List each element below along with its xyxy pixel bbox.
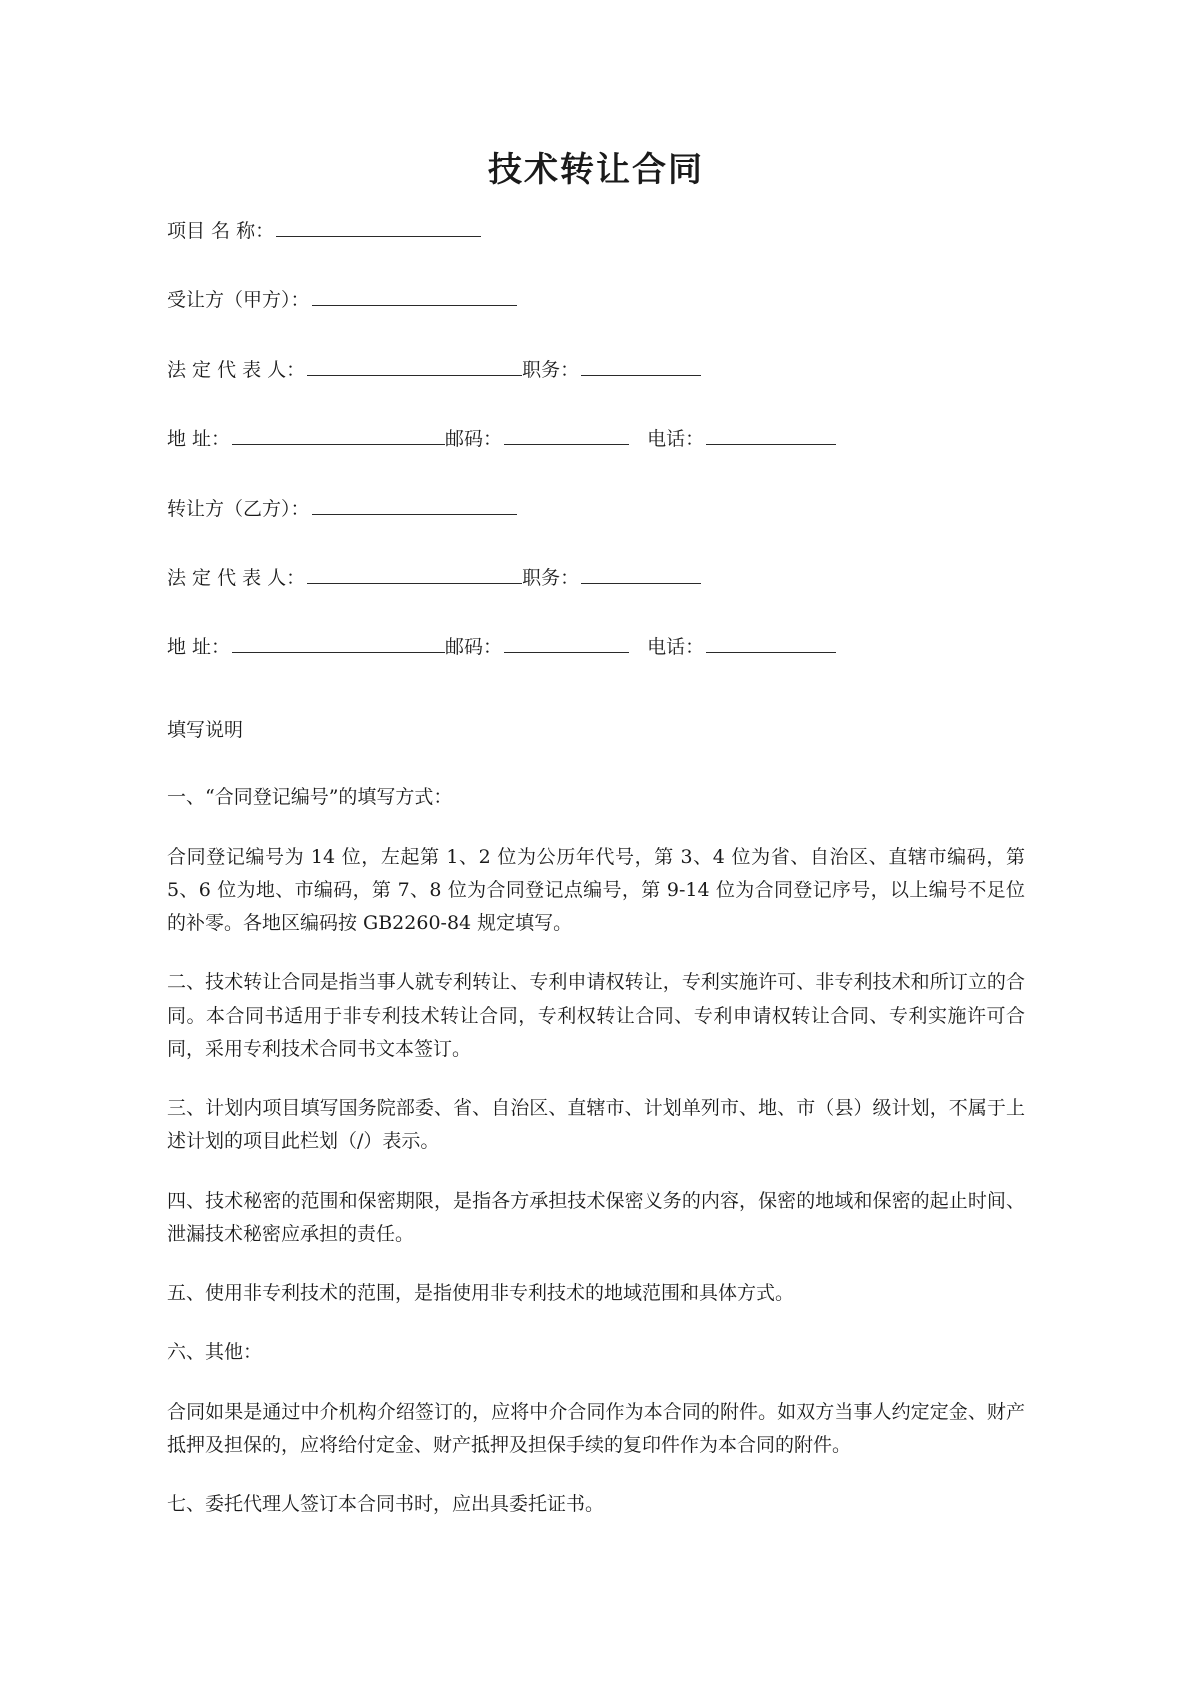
- address-label-b: 地 址：: [167, 636, 231, 659]
- instruction-body-1: 合同登记编号为 14 位，左起第 1、2 位为公历年代号，第 3、4 位为省、自治区、直辖市编码，第 5、6 位为地、市编码，第 7、8 位为合同登记点编号，第 9-14 位为合同登记序号，以上编号不足位的补零。各地区编码按 GB2260-84 规定填写。: [167, 845, 1025, 934]
- page-title: 技术转让合同: [488, 150, 704, 190]
- zip-label-b: 邮码：: [445, 636, 503, 659]
- zip-input-b[interactable]: [504, 633, 629, 653]
- transferor-label: 转让方（乙方）：: [167, 497, 310, 520]
- position-label-a: 职务：: [522, 358, 580, 381]
- position-input-a[interactable]: [581, 356, 701, 376]
- instructions-heading: 填写说明: [167, 718, 244, 741]
- instruction-body-6-detail: 合同如果是通过中介机构介绍签订的，应将中介合同作为本合同的附件。如双方当事人约定定金、财产抵押及担保的，应将给付定金、财产抵押及担保手续的复印件作为本合同的附件。: [167, 1400, 1025, 1456]
- transferee-label: 受让方（甲方）：: [167, 289, 310, 312]
- legal-rep-label-b: 法 定 代 表 人：: [167, 566, 306, 589]
- field-row-transferor: [167, 495, 1025, 524]
- instruction-title-1: 一、“合同登记编号”的填写方式：: [167, 786, 453, 809]
- tel-input-b[interactable]: [706, 633, 836, 653]
- zip-input-a[interactable]: [504, 425, 629, 445]
- instruction-body-7: 七、委托代理人签订本合同书时，应出具委托证书。: [167, 1493, 605, 1515]
- legal-rep-input-a[interactable]: [307, 356, 522, 376]
- field-row-transferee: [167, 286, 1025, 315]
- tel-input-a[interactable]: [706, 425, 836, 445]
- transferee-input[interactable]: [312, 286, 517, 306]
- zip-label-a: 邮码：: [445, 428, 503, 451]
- instruction-body-5: 五、使用非专利技术的范围，是指使用非专利技术的地域范围和具体方式。: [167, 1282, 795, 1304]
- tel-label-b: 电话：: [647, 636, 705, 659]
- position-input-b[interactable]: [581, 564, 701, 584]
- address-input-a[interactable]: [232, 425, 445, 445]
- legal-rep-label-a: 法 定 代 表 人：: [167, 358, 306, 381]
- field-row-address-a: [167, 425, 1025, 454]
- transferor-input[interactable]: [312, 495, 517, 515]
- address-input-b[interactable]: [232, 633, 445, 653]
- field-row-legal-rep-b: [167, 564, 1025, 593]
- field-row-legal-rep-a: [167, 356, 1025, 385]
- instruction-body-4: 四、技术秘密的范围和保密期限，是指各方承担技术保密义务的内容，保密的地域和保密的起止时间、泄漏技术秘密应承担的责任。: [167, 1189, 1025, 1245]
- field-row-project-name: [167, 217, 1025, 246]
- tel-label-a: 电话：: [647, 428, 705, 451]
- instruction-body-6: 六、其他：: [167, 1341, 263, 1364]
- position-label-b: 职务：: [522, 566, 580, 589]
- field-row-address-b: [167, 633, 1025, 662]
- instruction-body-3: 三、计划内项目填写国务院部委、省、自治区、直辖市、计划单列市、地、市（县）级计划，不属于上述计划的项目此栏划（/）表示。: [167, 1097, 1025, 1153]
- legal-rep-input-b[interactable]: [307, 564, 522, 584]
- instruction-body-2: 二、技术转让合同是指当事人就专利转让、专利申请权转让，专利实施许可、非专利技术和所订立的合同。本合同书适用于非专利技术转让合同，专利权转让合同、专利申请权转让合同、专利实施许可合同，采用专利技术合同书文本签订。: [167, 971, 1025, 1060]
- project-name-label: 项目 名 称：: [167, 219, 275, 242]
- project-name-input[interactable]: [276, 217, 481, 237]
- address-label-a: 地 址：: [167, 428, 231, 451]
